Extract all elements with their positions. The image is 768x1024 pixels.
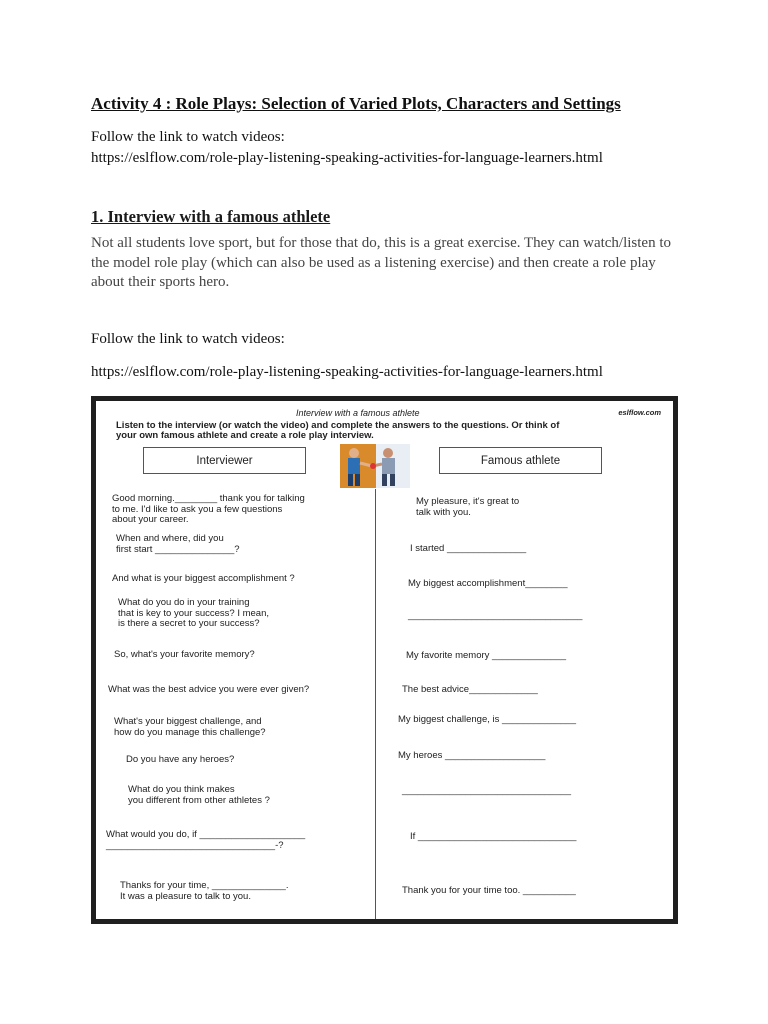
answer-item xyxy=(398,715,576,726)
question-item xyxy=(108,685,309,696)
question-item xyxy=(128,785,270,806)
question-line: When and where, did you xyxy=(116,533,224,544)
answer-line: My favorite memory ______________ xyxy=(406,650,567,661)
question-item xyxy=(106,830,305,851)
answer-line: My biggest challenge, is ______________ xyxy=(398,714,576,725)
question-line: What would you do, if ____________________ xyxy=(106,829,306,840)
link-intro-1: Follow the link to watch videos: xyxy=(91,129,285,145)
worksheet-instructions xyxy=(116,421,559,441)
answer-item xyxy=(402,786,571,797)
answer-item xyxy=(416,497,519,518)
answer-line: I started _______________ xyxy=(410,543,527,554)
answer-line: _________________________________ xyxy=(408,610,583,621)
answer-line: Thank you for your time too. __________ xyxy=(402,885,576,896)
athlete-header xyxy=(439,447,602,474)
question-line: how do you manage this challenge? xyxy=(114,726,266,738)
worksheet-image xyxy=(91,396,678,924)
answer-item xyxy=(398,751,545,762)
answer-item xyxy=(408,579,567,590)
question-item xyxy=(114,650,255,661)
answer-line: ________________________________ xyxy=(402,785,572,796)
answer-line: My pleasure, it's great to xyxy=(416,496,520,507)
athletes-illustration xyxy=(340,444,410,488)
question-line: What's your biggest challenge, and xyxy=(114,716,262,727)
question-line: What do you think makes xyxy=(128,784,235,795)
question-line: first start _______________? xyxy=(116,543,240,555)
question-item xyxy=(126,755,234,766)
worksheet-page xyxy=(96,401,673,919)
answer-item xyxy=(402,886,576,897)
question-item xyxy=(118,598,269,630)
answer-line: The best advice_____________ xyxy=(402,684,538,695)
instructions-line: Listen to the interview (or watch the video) and complete the answers to the questions. Or think of xyxy=(116,420,560,431)
section-heading: 1. Interview with a famous athlete xyxy=(91,207,331,226)
question-line: you different from other athletes ? xyxy=(128,794,270,806)
question-line: What was the best advice you were ever given? xyxy=(108,684,310,695)
answer-line: If ______________________________ xyxy=(410,831,577,842)
answer-line: My biggest accomplishment________ xyxy=(408,578,568,589)
answer-line: My heroes ___________________ xyxy=(398,750,546,761)
question-line: Do you have any heroes? xyxy=(126,754,235,765)
instructions-line: your own famous athlete and create a role play interview. xyxy=(116,430,374,441)
athlete-label: Famous athlete xyxy=(480,454,561,467)
answer-item xyxy=(410,544,526,555)
answer-line: talk with you. xyxy=(416,506,471,518)
question-line: It was a pleasure to talk to you. xyxy=(120,890,251,902)
question-item xyxy=(112,494,305,526)
question-item xyxy=(116,534,240,555)
question-line: Thanks for your time, ______________. xyxy=(120,880,289,891)
column-divider xyxy=(375,489,376,919)
question-line: So, what's your favorite memory? xyxy=(114,649,255,660)
question-item xyxy=(112,574,295,585)
activity-title: Activity 4 : Role Plays: Selection of Varied Plots, Characters and Settings xyxy=(91,94,621,113)
answer-item xyxy=(406,651,566,662)
question-item xyxy=(120,881,288,902)
question-item xyxy=(114,717,266,738)
worksheet-title: Interview with a famous athlete xyxy=(296,408,420,418)
interviewer-header xyxy=(143,447,306,474)
question-line: And what is your biggest accomplishment ? xyxy=(112,573,295,584)
interviewer-label: Interviewer xyxy=(196,454,253,467)
question-line: to me. I'd like to ask you a few questions xyxy=(112,503,283,515)
answer-item xyxy=(402,685,538,696)
question-line: What do you do in your training xyxy=(118,597,250,608)
worksheet-brand: eslflow.com xyxy=(618,408,661,417)
question-line: ________________________________-? xyxy=(106,839,284,851)
section-paragraph: Not all students love sport, but for those that do, this is a great exercise. They can watch/listen to the model role play (which can also be used as a listening exercise) and then create a role play about their sports hero. xyxy=(91,235,672,290)
link-intro-2: Follow the link to watch videos: xyxy=(91,331,285,347)
link-url-2[interactable]: https://eslflow.com/role-play-listening-speaking-activities-for-language-learners.html xyxy=(91,364,603,380)
question-line: is there a secret to your success? xyxy=(118,618,260,629)
question-line: about your career. xyxy=(112,514,189,525)
link-url-1[interactable]: https://eslflow.com/role-play-listening-speaking-activities-for-language-learners.html xyxy=(91,150,603,166)
question-line: that is key to your success? I mean, xyxy=(118,607,270,619)
answer-item xyxy=(410,832,576,843)
question-line: Good morning.________ thank you for talking xyxy=(112,493,305,504)
answer-item xyxy=(408,611,582,622)
